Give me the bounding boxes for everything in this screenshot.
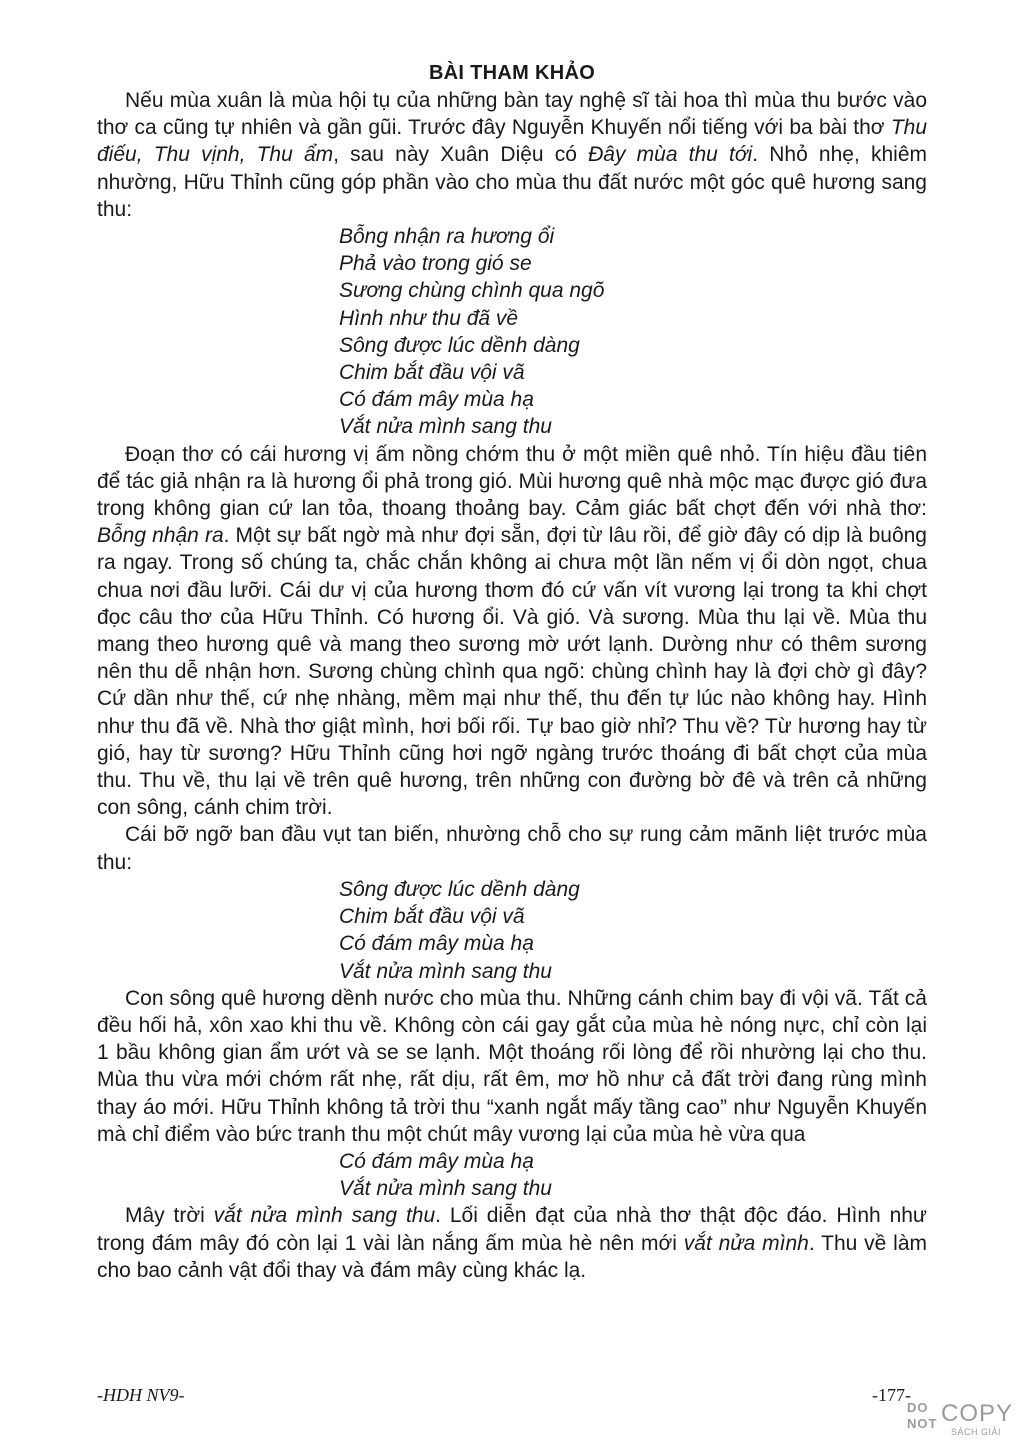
text-run: Đoạn thơ có cái hương vị ấm nồng chớm thu ở một miền quê nhỏ. Tín hiệu đầu tiên để tác giả nhận ra là hương ổi phả trong gió. Mùi hương quê nhà mộc mạc được gió đưa trong không gian cứ lan tỏa, thoang thoảng bay. Cảm giác bất chợt đến với nhà thơ: — [97, 442, 927, 521]
text-run: . Một sự bất ngờ mà như đợi sẵn, đợi từ lâu rồi, để giờ đây có dịp là buông ra ngay. Trong số chúng ta, chắc chắn không ai chưa một lần nếm vị ổi dòn ngọt, chua chua nơi đầu lưỡi. Cái dư vị của hương thơm đó cứ vấn vít vương lại trong ta khi chợt đọc câu thơ của Hữu Thỉnh. Có hương ổi. Và gió. Và sương. Mùa thu lại về. Mùa thu mang theo hương quê và mang theo sương mờ ướt lạnh. Dường như có thêm sương nên thu dễ nhận hơn. Sương chùng chình qua ngõ: chùng chình hay là đợi chờ gì đây? Cứ dần như thế, cứ nhẹ nhàng, mềm mại như thế, thu đến tự lúc nào không hay. Hình như thu đã về. Nhà thơ giật mình, hơi bối rối. Tự bao giờ nhỉ? Thu về? Từ hương hay từ gió, hay từ sương? Hữu Thỉnh cũng hơi ngỡ ngàng trước thoáng đi bất chợt của mùa thu. Thu về, thu lại về trên quê hương, trên những con đường bờ đê và trên cả những con sông, cánh chim trời. — [97, 524, 927, 820]
poem-line: Có đám mây mùa hạ — [339, 1149, 534, 1173]
paragraph-intro — [97, 87, 927, 223]
watermark-copy: COPY — [941, 1400, 1014, 1427]
poem-line: Có đám mây mùa hạ — [339, 932, 534, 956]
poem-line: Chim bắt đầu vội vã — [339, 361, 525, 385]
italic-quote: Bỗng nhận ra — [97, 524, 224, 548]
poem-line: Chim bắt đầu vội vã — [339, 905, 525, 929]
watermark-do: DO — [907, 1400, 929, 1415]
poem-line: Vắt nửa mình sang thu — [339, 415, 552, 439]
poem-line: Vắt nửa mình sang thu — [339, 1177, 552, 1201]
paragraph-analysis-3: Con sông quê hương dềnh nước cho mùa thu. Những cánh chim bay đi vội vã. Tất cả đều hối hả, xôn xao khi thu về. Không còn cái gay gắt của mùa hè nóng nực, chỉ còn lại 1 bầu không gian ẩm ướt và se se lạnh. Một thoáng rối lòng để rồi nhường lại cho thu. Mùa thu vừa mới chớm rất nhẹ, rất dịu, rất êm, mơ hồ như cả đất trời đang rùng mình thay áo mới. Hữu Thỉnh không tả trời thu “xanh ngắt mấy tầng cao” như Nguyễn Khuyến mà chỉ điểm vào bức tranh thu một chút mây vương lại của mùa hè vừa qua — [97, 986, 927, 1146]
paragraph-analysis-4 — [97, 1202, 927, 1284]
italic-work-title: Đây mùa thu tới — [588, 143, 753, 167]
italic-quote: vắt nửa mình sang thu — [213, 1204, 436, 1228]
page-title: BÀI THAM KHẢO — [428, 62, 596, 84]
watermark-brand: SÁCH GIẢI — [951, 1427, 1002, 1437]
italic-quote: vắt nửa mình — [683, 1231, 809, 1255]
text-run: . Lối diễn đạt của nhà thơ thật độc đáo. Hình như trong đám mây đó còn lại 1 vài làn nắng ấm mùa hè nên mới — [97, 1204, 927, 1255]
do-not-copy-watermark — [905, 1400, 1014, 1444]
poem-stanza-1 — [97, 223, 927, 441]
poem-line: Phả vào trong gió se — [339, 252, 532, 276]
text-run: . Nhỏ nhẹ, khiêm nhường, Hữu Thỉnh cũng góp phần vào cho mùa thu đất nước một góc quê hương sang thu: — [97, 143, 927, 221]
poem-stanza-2 — [97, 876, 927, 985]
poem-line: Hình như thu đã về — [339, 306, 519, 330]
page-number: -177- — [872, 1385, 911, 1405]
paragraph-analysis-1 — [97, 441, 927, 822]
poem-line: Có đám mây mùa hạ — [339, 388, 534, 412]
poem-line: Bỗng nhận ra hương ổi — [339, 225, 555, 249]
italic-work-titles: Thu điếu, Thu vịnh, Thu ẩm — [97, 116, 927, 167]
text-run: Nếu mùa xuân là mùa hội tụ của những bàn tay nghệ sĩ tài hoa thì mùa thu bước vào thơ ca cũng tự nhiên và gần gũi. Trước đây Nguyễn Khuyến nổi tiếng với ba bài thơ — [97, 89, 927, 140]
footer-book-code: -HDH NV9- — [97, 1385, 185, 1405]
poem-line: Sương chùng chình qua ngõ — [339, 279, 605, 303]
poem-line: Sông được lúc dềnh dàng — [339, 333, 580, 357]
poem-line: Vắt nửa mình sang thu — [339, 959, 552, 983]
paragraph-analysis-2: Cái bỡ ngỡ ban đầu vụt tan biến, nhường chỗ cho sự rung cảm mãnh liệt trước mùa thu: — [97, 823, 927, 874]
text-run: Mây trời — [125, 1204, 214, 1228]
text-run: . Thu về làm cho bao cảnh vật đổi thay và đám mây cùng khác lạ. — [97, 1231, 927, 1282]
page-content — [97, 62, 927, 1284]
poem-stanza-3 — [97, 1148, 927, 1202]
watermark-not: NOT — [907, 1416, 938, 1431]
poem-line: Sông được lúc dềnh dàng — [339, 877, 580, 901]
text-run: , sau này Xuân Diệu có — [333, 143, 589, 167]
